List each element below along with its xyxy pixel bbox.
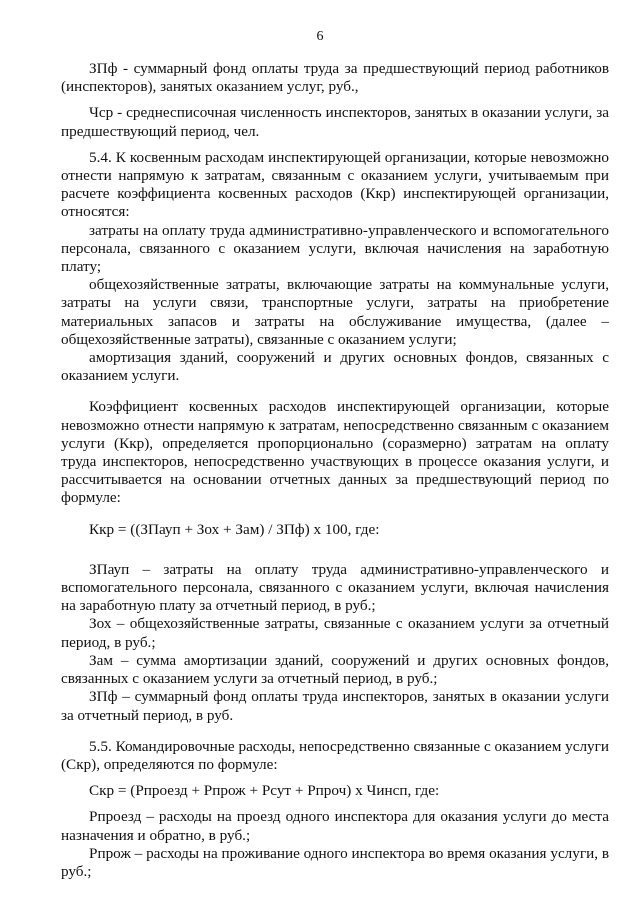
paragraph-amortization: амортизация зданий, сооружений и других основных фондов, связанных с оказанием услуги. [61, 349, 609, 385]
paragraph-chsr-definition: Чср - среднесписочная численность инспекторов, занятых в оказании услуги, за предшествующий период, чел. [61, 104, 609, 140]
paragraph-section-5-4: 5.4. К косвенным расходам инспектирующей организации, которые невозможно отнести напрямую к затратам, связанным с оказанием услуги, учитываемым при расчете коэффициента косвенных расходов (Ккр) инспектирующей организации, относятся: [61, 148, 609, 221]
paragraph-section-5-5: 5.5. Командировочные расходы, непосредственно связанные с оказанием услуги (Скр), определяются по формуле: [61, 737, 609, 773]
document-body [61, 60, 609, 881]
paragraph-zpf-definition: ЗПф - суммарный фонд оплаты труда за предшествующий период работников (инспекторов), занятых оказанием услуг, руб., [61, 60, 609, 96]
paragraph-rprozh-definition: Рпрож – расходы на проживание одного инспектора во время оказания услуги, в руб.; [61, 844, 609, 880]
formula-skr: Скр = (Рпроезд + Рпрож + Рсут + Рпроч) х Чинсп, где: [89, 782, 440, 800]
paragraph-zoh-definition: Зох – общехозяйственные затраты, связанные с оказанием услуги за отчетный период, в руб.; [61, 615, 609, 651]
paragraph-rproezd-definition: Рпроезд – расходы на проезд одного инспектора для оказания услуги до места назначения и обратно, в руб.; [61, 808, 609, 844]
formula-kkr: Ккр = ((ЗПауп + Зох + Зам) / ЗПф) х 100, где: [89, 520, 380, 538]
paragraph-coefficient-description: Коэффициент косвенных расходов инспектирующей организации, которые невозможно отнести напрямую к затратам, непосредственно связанным с оказанием услуги (Ккр), определяется пропорционально (соразмерно) затратам на оплату труда инспекторов, непосредственно участвующих в процессе оказания услуги, и рассчитывается на основании отчетных данных за предшествующий период по формуле: [61, 398, 609, 507]
paragraph-general-costs: общехозяйственные затраты, включающие затраты на коммунальные услуги, затраты на услуги связи, транспортные услуги, затраты на приобретение материальных запасов и затраты на обслуживание имущества, (далее – общехозяйственные затраты), связанные с оказанием услуги; [61, 276, 609, 348]
page-number: 6 [316, 29, 324, 44]
paragraph-zpaup-definition: ЗПауп – затраты на оплату труда административно-управленческого и вспомогательного персонала, связанного с оказанием услуги, включая начисления на заработную плату за отчетный период, в руб.; [61, 560, 609, 615]
paragraph-labor-costs: затраты на оплату труда административно-управленческого и вспомогательного персонала, связанного с оказанием услуги, включая начисления на заработную плату; [61, 221, 609, 276]
paragraph-zam-definition: Зам – сумма амортизации зданий, сооружений и других основных фондов, связанных с оказанием услуги за отчетный период, в руб.; [61, 651, 609, 688]
paragraph-zpf-period-definition: ЗПф – суммарный фонд оплаты труда инспекторов, занятых в оказании услуги за отчетный период, в руб. [61, 688, 609, 724]
